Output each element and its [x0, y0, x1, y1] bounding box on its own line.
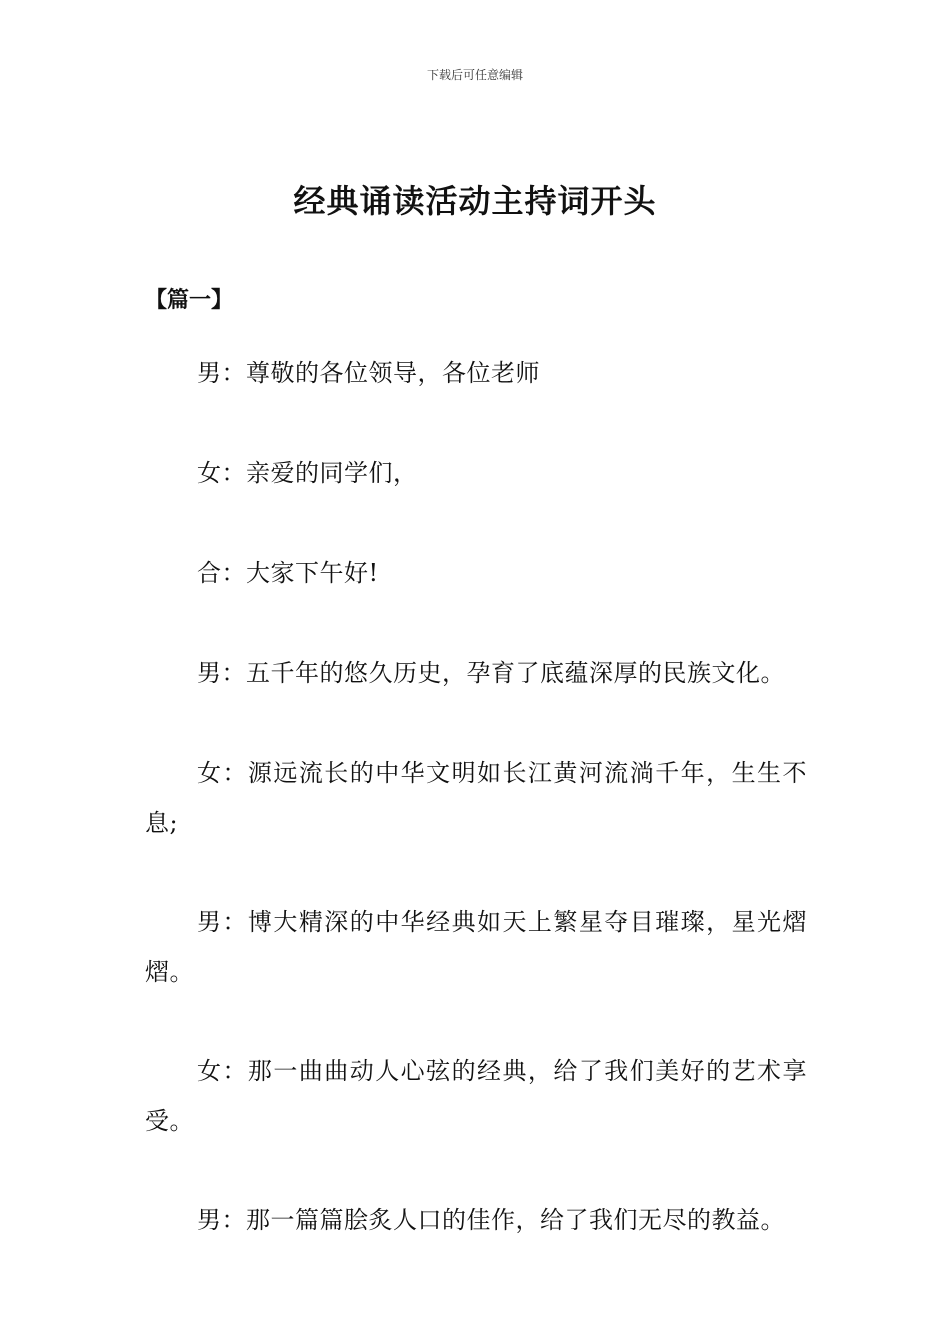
paragraph: 女：源远流长的中华文明如长江黄河流淌千年，生生不息;: [145, 759, 807, 837]
paragraph: 合：大家下午好!: [197, 559, 379, 587]
paragraph: 男：博大精深的中华经典如天上繁星夺目璀璨，星光熠熠。: [145, 908, 807, 986]
paragraph: 女：亲爱的同学们，: [197, 459, 418, 487]
section-heading: 【篇一】: [145, 287, 234, 313]
paragraph: 男：那一篇篇脍炙人口的佳作，给了我们无尽的教益。: [197, 1206, 785, 1234]
header-note: 下载后可任意编辑: [426, 68, 523, 82]
paragraph: 男：尊敬的各位领导，各位老师: [197, 359, 540, 387]
document-title: 经典诵读活动主持词开头: [293, 182, 657, 220]
paragraph: 女：那一曲曲动人心弦的经典，给了我们美好的艺术享受。: [145, 1057, 807, 1135]
paragraph: 男：五千年的悠久历史，孕育了底蕴深厚的民族文化。: [197, 659, 785, 687]
